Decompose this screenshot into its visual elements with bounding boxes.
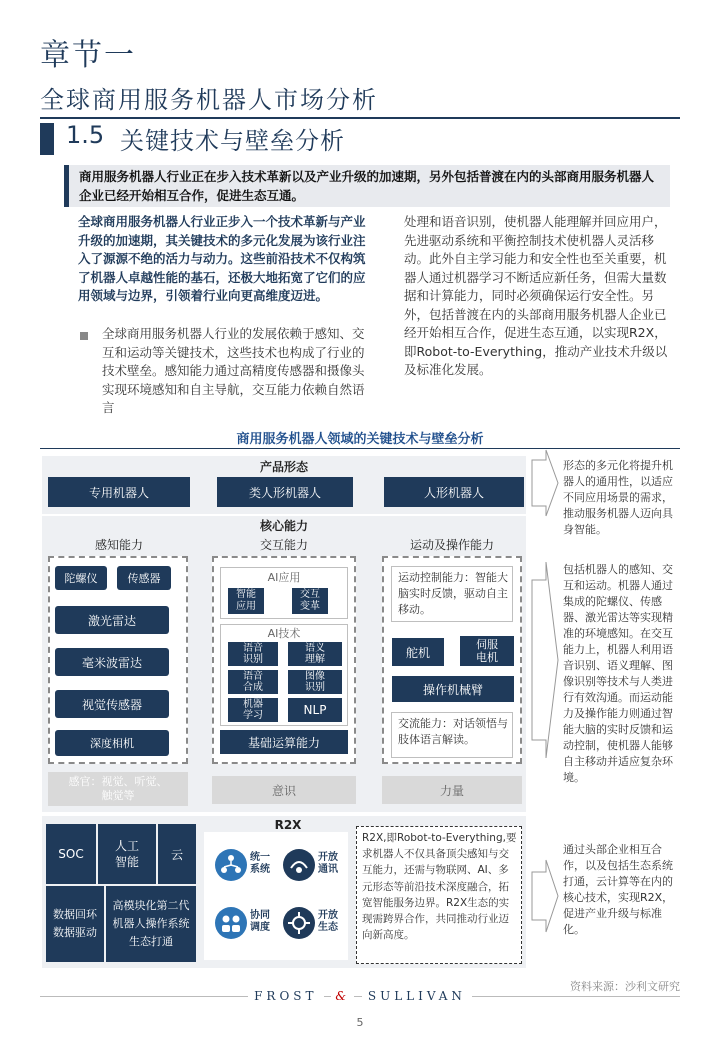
- r2x-label: R2X: [274, 818, 302, 832]
- brand-frost: FROST: [248, 989, 323, 1003]
- open-ecosystem-label: 开放生态: [318, 910, 338, 933]
- motion-desc: 运动控制能力：智能大脑实时反馈，驱动自主移动。: [398, 571, 508, 616]
- side-arrow-2: [530, 560, 560, 760]
- ai-app-label: AI应用: [267, 571, 301, 584]
- r2x-desc: R2X,即Robot-to-Everything,要求机器人不仅具备顶尖感知与交互能力，还需与物联网、AI、多元形态等前沿技术深度融合，拓宽智能服务边界。R2X生态的实现需跨界合作，共同推动行业迈向新高度。: [362, 832, 517, 942]
- diagram-title-rule: [40, 448, 680, 449]
- ai-tech-semantic: 语义理解: [288, 642, 342, 666]
- motion-title: 运动及操作能力: [409, 538, 494, 552]
- header-divider: [40, 117, 680, 119]
- sensor-gyroscope: 陀螺仪: [55, 566, 107, 590]
- ai-tech-image-recognition: 图像识别: [288, 670, 342, 694]
- bullet-marker: [80, 332, 88, 340]
- product-form-quasi-humanoid: 类人形机器人: [217, 477, 353, 507]
- ai-app-interaction: 交互变革: [292, 588, 328, 614]
- base-compute: 基础运算能力: [220, 730, 348, 754]
- sensor-mmwave: 毫米波雷达: [55, 648, 169, 676]
- interaction-footer: 意识: [212, 776, 356, 804]
- brand-logo: [0, 989, 720, 1003]
- summary-text: 商用服务机器人行业正在步入技术革新以及产业升级的加速期，另外包括普渡在内的头部商用服务机器人企业已经开始相互合作，促进生态互通。: [79, 169, 655, 203]
- summary-box: [64, 165, 670, 207]
- r2x-data-loop: 数据回环数据驱动: [46, 886, 104, 962]
- ai-tech-speech-recognition: 语音识别: [228, 642, 278, 666]
- motion-arm: 操作机械臂: [392, 676, 514, 702]
- product-forms-label: 产品形态: [259, 460, 308, 474]
- perception-footer: 感官：视觉、听觉、触觉等: [48, 772, 188, 806]
- chapter-subtitle: 全球商用服务机器人市场分析: [40, 86, 378, 114]
- diagram-title: 商用服务机器人领域的关键技术与壁垒分析: [236, 432, 484, 447]
- intro-paragraph: 全球商用服务机器人行业正步入一个技术革新与产业升级的加速期，其关键技术的多元化发展为该行业注入了源源不绝的活力与动力。这些前沿技术不仅构筑了机器人卓越性能的基石，还极大地拓宽了它们的应用领域与边界，引领着行业向更高维度迈进。: [78, 214, 366, 303]
- side-note-1: 形态的多元化将提升机器人的通用性，以适应不同应用场景的需求，推动服务机器人迈向具身智能。: [563, 459, 673, 536]
- motion-footer: 力量: [382, 776, 522, 804]
- sensor-lidar: 激光雷达: [55, 606, 169, 634]
- section-number: 1.5: [66, 121, 105, 149]
- section-heading: [40, 121, 680, 155]
- ai-tech-nlp: NLP: [288, 698, 342, 722]
- ai-tech-speech-synthesis: 语音合成: [228, 670, 278, 694]
- unified-system-label: 统一系统: [250, 852, 270, 875]
- sensor-vision: 视觉传感器: [55, 690, 169, 718]
- open-ecosystem-icon: [282, 906, 316, 940]
- motion-servo: 舵机: [392, 638, 444, 666]
- sensor-generic: 传感器: [117, 566, 171, 590]
- section-heading-marker: [40, 123, 54, 155]
- side-note-2: 包括机器人的感知、交互和运动。机器人通过集成的陀螺仪、传感器、激光雷达等实现精准的环境感知。在交互能力上，机器人利用语音识别、语义理解、图像识别等技术与人类进行有效沟通。而运动能力及操作能力则通过智能大脑的实时反馈和运动控制，使机器人能够自主移动并适应复杂环境。: [563, 563, 673, 784]
- product-form-specialized: 专用机器人: [48, 477, 190, 507]
- r2x-os: 高模块化第二代机器人操作系统生态打通: [106, 886, 196, 962]
- product-form-humanoid: 人形机器人: [384, 477, 524, 507]
- brand-amp: &: [331, 989, 354, 1003]
- open-communication-icon: [282, 848, 316, 882]
- source-note: 资料来源：沙利文研究: [570, 980, 680, 993]
- ai-app-smart: 智能应用: [228, 588, 264, 614]
- coordinated-scheduling-label: 协同调度: [250, 910, 270, 933]
- section-title: 关键技术与壁垒分析: [120, 127, 345, 155]
- core-label: 核心能力: [259, 519, 308, 533]
- bullet-paragraph: 全球商用服务机器人行业的发展依赖于感知、交互和运动等关键技术，这些技术也构成了行业的技术壁垒。感知能力通过高精度传感器和摄像头实现环境感知和自主导航，交互能力依赖自然语言: [102, 326, 365, 415]
- chapter-title: 章节一: [40, 38, 136, 73]
- side-note-3: 通过头部企业相互合作，以及包括生态系统打通，云计算等在内的核心技术，实现R2X，促进产业升级与标准化。: [563, 843, 674, 936]
- brand-sullivan: SULLIVAN: [362, 989, 472, 1003]
- interaction-title: 交互能力: [259, 538, 308, 552]
- r2x-ai: 人工智能: [98, 824, 156, 884]
- sensor-depth-camera: 深度相机: [55, 730, 169, 756]
- unified-system-icon: [214, 848, 248, 882]
- motion-comm: 交流能力：对话领悟与肢体语言解读。: [398, 717, 508, 746]
- perception-title: 感知能力: [94, 538, 143, 552]
- side-arrow-3: [530, 858, 560, 934]
- motion-servo-motor: 伺服电机: [460, 636, 514, 666]
- side-arrow-1: [530, 448, 560, 518]
- r2x-soc: SOC: [46, 824, 96, 884]
- ai-tech-label: AI技术: [267, 627, 301, 640]
- page-number: 5: [356, 1016, 364, 1029]
- r2x-cloud: 云: [158, 824, 196, 884]
- right-paragraph: 处理和语音识别，使机器人能理解并回应用户，先进驱动系统和平衡控制技术使机器人灵活移动。此外自主学习能力和安全性也至关重要，机器人通过机器学习不断适应新任务，但需大量数据和计算能力，同时必须确保运行安全性。另外，包括普渡在内的头部商用服务机器人企业已经开始相互合作，促进生态互通，以实现R2X，即Robot-to-Everything，推动产业技术升级以及标准化发展。: [404, 214, 668, 377]
- open-communication-label: 开放通讯: [318, 852, 338, 875]
- coordinated-scheduling-icon: [214, 906, 248, 940]
- ai-tech-machine-learning: 机器学习: [228, 698, 278, 722]
